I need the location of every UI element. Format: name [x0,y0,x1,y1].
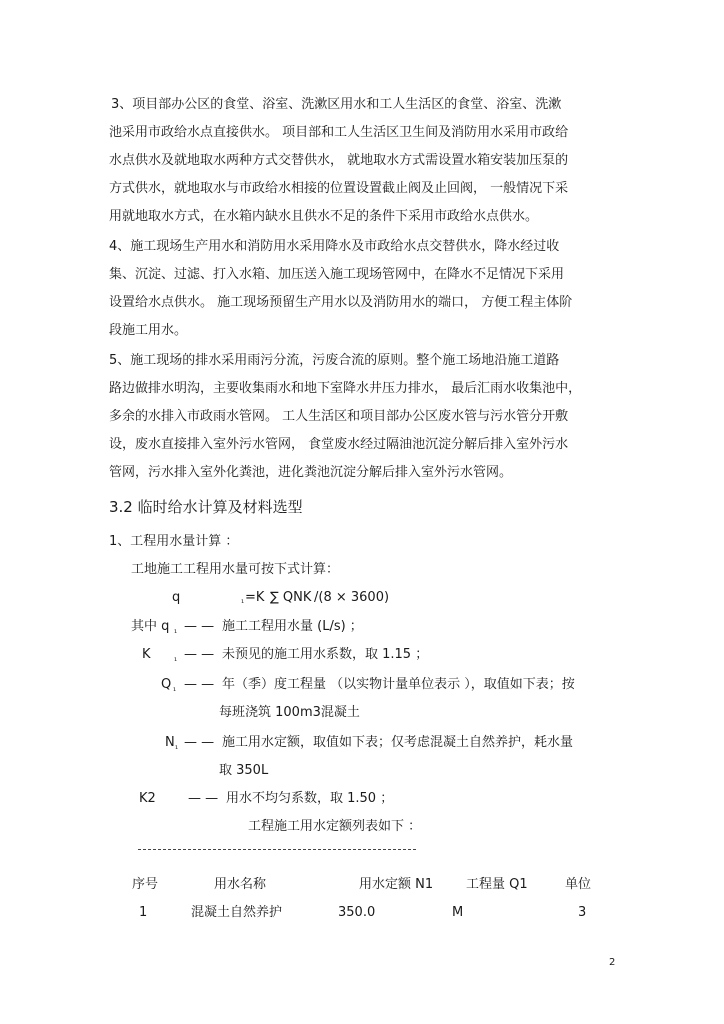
table-cell: 350.0 [338,905,376,920]
item-heading: 1、工程用水量计算 ： [109,534,239,549]
def-dash: — — [184,647,215,662]
table-cell: M [452,905,464,920]
def-sub: ₁ [174,654,178,663]
table-header: 序号 [132,877,159,892]
def-dash: — — [184,619,215,634]
paragraph-line: 多余的水排入市政雨水管网。 工人生活区和项目部办公区废水管与污水管分开敷 [109,409,569,424]
def-text: 施工用水定额，取值如下表；仅考虑混凝土自然养护，耗水量 [222,735,574,750]
def-label: Q [161,677,172,692]
def-text: 用水不均匀系数，取 1.50 ； [226,791,394,806]
def-label: K [142,647,151,662]
paragraph-line: 5、施工现场的排水采用雨污分流，污废合流的原则。整个施工场地沿施工道路 [109,353,560,368]
def-label: 其中 q [131,619,170,634]
formula-rhs-mid: ∑ QNK [270,590,312,605]
paragraph-line: 水点供水及就地取水两种方式交替供水， 就地取水方式需设置水箱安装加压泵的 [109,153,569,168]
formula-rhs-pre: =K [245,590,265,605]
def-dash: — — [188,791,219,806]
paragraph-line: 管网，污水排入室外化粪池，进化粪池沉淀分解后排入室外污水管网。 [109,465,513,480]
table-cell: 混凝土自然养护 [191,905,283,920]
paragraph-line: 方式供水，就地取水与市政给水相接的位置设置截止阀及止回阀， 一般情况下采 [109,181,569,196]
def-label: N [165,735,175,750]
formula-intro: 工地施工工程用水量可按下式计算： [131,562,340,577]
table-header: 工程量 Q1 [466,877,528,892]
formula-lhs-sub: ₁ [241,596,245,605]
table-header: 用水名称 [214,877,267,892]
paragraph-line: 3、项目部办公区的食堂、浴室、洗漱区用水和工人生活区的食堂、浴室、洗漱 [111,97,562,112]
def-sub: ₁ [175,742,179,751]
def-text: 年（季）度工程量 （以实物计量单位表示 ），取值如下表；按 [222,677,575,692]
table-caption: 工程施工用水定额列表如下 ： [248,819,422,834]
def-label: K2 [139,791,156,806]
def-text: 未预见的施工用水系数，取 1.15 ； [222,647,429,662]
paragraph-line: 4、施工现场生产用水和消防用水采用降水及市政给水点交替供水，降水经过收 [109,239,560,254]
def-sub: ₁ [174,626,178,635]
def-dash: — — [184,735,215,750]
def-text: 每班浇筑 100m3混凝土 [219,705,360,720]
paragraph-line: 段施工用水。 [109,323,188,338]
table-divider [138,849,416,850]
section-title: 3.2 临时给水计算及材料选型 [109,498,303,516]
paragraph-line: 设，废水直接排入室外污水管网， 食堂废水经过隔油池沉淀分解后排入室外污水 [109,437,569,452]
def-dash: — — [184,677,215,692]
formula-rhs-post: /(8 × 3600) [314,590,390,605]
table-header: 用水定额 N1 [359,877,434,892]
paragraph-line: 设置给水点供水。 施工现场预留生产用水以及消防用水的端口， 方便工程主体阶 [109,295,573,310]
paragraph-line: 路边做排水明沟，主要收集雨水和地下室降水井压力排水， 最后汇雨水收集池中， [109,381,582,396]
page-number: 2 [609,957,616,968]
def-text: 施工工程用水量 (L/s) ； [222,619,363,634]
paragraph-line: 用就地取水方式，在水箱内缺水且供水不足的条件下采用市政给水点供水。 [109,209,539,224]
table-header: 单位 [565,877,592,892]
formula-lhs: q [172,590,181,605]
def-sub: ₁ [173,684,177,693]
paragraph-line: 池采用市政给水点直接供水。 项目部和工人生活区卫生间及消防用水采用市政给 [109,125,569,140]
table-cell: 3 [578,905,587,920]
paragraph-line: 集、沉淀、过滤、打入水箱、加压送入施工现场管网中，在降水不足情况下采用 [109,267,565,282]
def-text: 取 350L [219,763,269,778]
table-cell: 1 [139,905,148,920]
